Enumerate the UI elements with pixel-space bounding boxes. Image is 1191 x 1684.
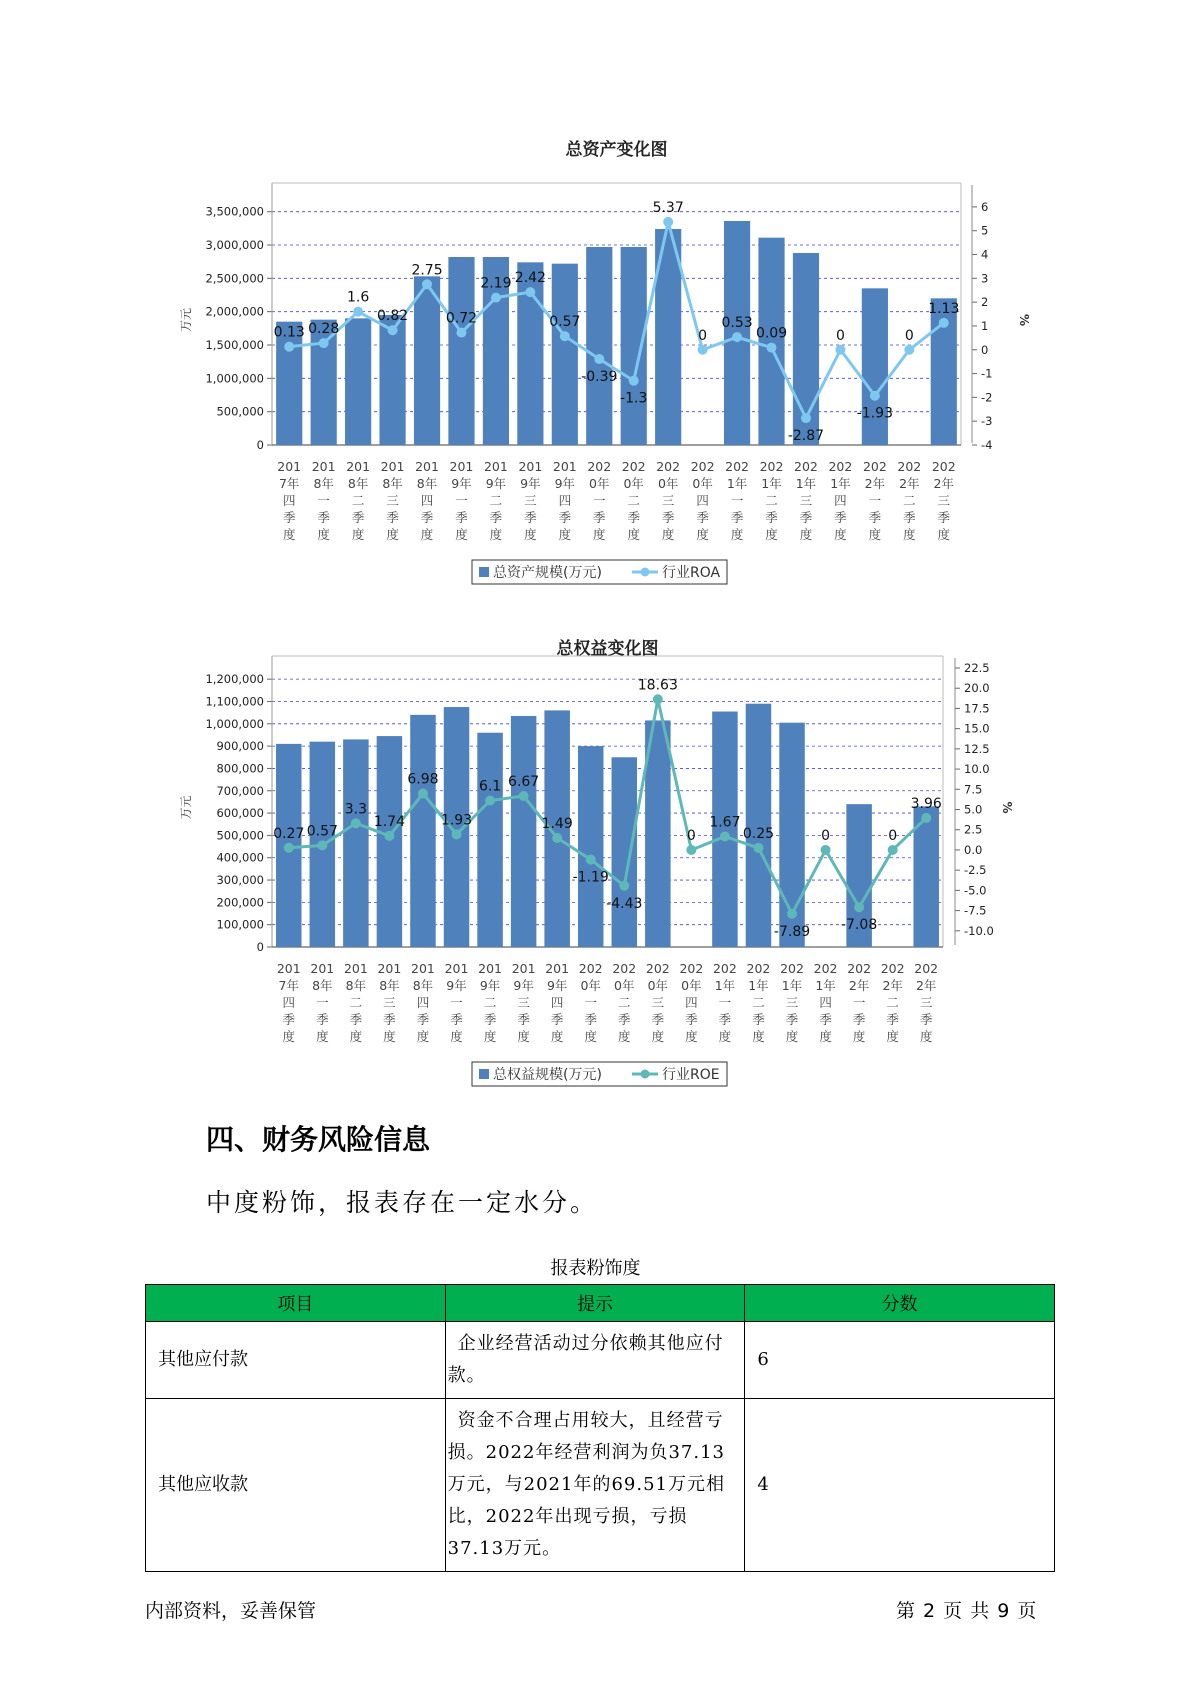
x-tick-label: 202 1年三季度 [780,961,804,1044]
ratio-point [485,796,495,806]
ratio-point [888,845,898,855]
x-tick-label: 202 2年三季度 [931,459,956,542]
total-equity-chart [0,630,1191,1100]
x-tick-label: 202 0年一季度 [587,459,612,542]
data-label: 1.49 [541,815,573,832]
row-item: 其他应付款 [146,1322,446,1399]
ratio-point [939,318,949,328]
data-label: 6.67 [508,774,540,791]
ratio-point [422,279,432,289]
ratio-point [921,813,931,823]
ratio-point [835,345,845,355]
y2-tick-label: 10.0 [964,762,990,777]
data-label: 1.6 [346,289,370,306]
ratio-point [317,840,327,850]
y2-tick-label: 7.5 [964,782,983,797]
table-header-row [146,1285,1055,1322]
y-tick-label: 0 [256,940,264,954]
x-tick-label: 201 8年一季度 [311,459,336,542]
data-label: 2.75 [411,262,443,279]
y-tick-label: 3,500,000 [205,204,264,219]
legend-line-marker [641,1070,650,1079]
data-label: 0.72 [445,310,478,327]
x-tick-label: 202 1年四季度 [813,961,838,1044]
legend-bar-label: 总权益规模(万元) [493,1067,602,1083]
x-tick-label: 202 0年四季度 [679,961,704,1044]
legend-line-label: 行业ROA [662,565,721,581]
bar [410,715,435,947]
ratio-point [904,345,914,355]
data-label: 0.13 [273,324,305,341]
data-label: 6.98 [407,771,439,788]
x-tick-label: 202 0年三季度 [645,961,670,1044]
ratio-point [319,338,329,348]
y2-tick-label: 5.0 [964,802,983,817]
row-score: 6 [745,1322,1055,1399]
x-tick-label: 201 9年三季度 [518,459,543,542]
legend-bar-label: 总资产规模(万元) [493,565,602,581]
data-label: -1.93 [856,405,893,422]
x-tick-label: 202 1年一季度 [712,961,737,1044]
bar [448,257,474,445]
bar [377,736,402,947]
y2-tick-label: -7.5 [964,903,987,918]
data-label: 0.28 [308,321,340,338]
x-tick-label: 201 8年二季度 [346,459,371,542]
y-tick-label: 500,000 [216,404,264,419]
x-tick-label: 202 0年二季度 [621,459,646,542]
bar [345,318,371,445]
y-tick-label: 1,500,000 [205,338,264,352]
row-item: 其他应收款 [146,1399,446,1572]
x-tick-label: 201 8年二季度 [343,961,368,1044]
column-header-hint: 提示 [445,1285,745,1322]
y2-tick-label: -5.0 [964,883,987,898]
y2-tick-label: 22.5 [964,661,990,675]
y2-tick-label: 0 [981,342,989,357]
y2-tick-label: -4 [981,438,993,452]
bar [578,746,603,947]
data-label: 0.09 [755,325,788,342]
x-tick-label: 201 9年二季度 [478,961,503,1044]
y2-tick-label: 5 [981,223,989,238]
x-tick-label: 202 2年三季度 [914,961,939,1044]
ratio-point [351,818,361,828]
x-tick-label: 202 1年一季度 [725,459,750,542]
x-tick-label: 202 2年二季度 [897,459,922,542]
ratio-point [870,391,880,401]
bar [621,247,647,445]
data-label: 1.67 [709,814,741,831]
data-label: 0.57 [549,314,581,331]
data-label: 18.63 [637,677,678,694]
ratio-point [284,843,294,853]
data-label: 0.25 [742,825,775,842]
bar [343,739,368,947]
data-label: 2.19 [480,275,512,292]
x-tick-label: 201 9年一季度 [449,459,474,542]
bar [477,733,502,947]
y2-tick-label: 15.0 [964,721,990,736]
legend-bar-swatch [479,1069,489,1079]
table-row [146,1399,1055,1572]
x-tick-label: 201 9年四季度 [545,961,570,1044]
x-tick-label: 201 8年三季度 [377,961,402,1044]
bar [552,264,578,445]
y2-tick-label: -2.5 [964,863,987,878]
data-label: -1.19 [572,869,609,886]
column-header-item: 项目 [146,1285,446,1322]
x-tick-label: 201 9年一季度 [444,961,469,1044]
ratio-point [686,845,696,855]
x-tick-label: 201 8年三季度 [380,459,405,542]
x-tick-label: 202 1年四季度 [828,459,853,542]
data-label: 0 [686,827,696,844]
ratio-point [586,855,596,865]
ratio-point [456,328,466,338]
x-tick-label: 201 7年四季度 [276,961,301,1044]
y-tick-label: 3,000,000 [205,238,264,252]
y2-tick-label: 20.0 [964,681,990,696]
data-label: 0.82 [376,308,409,325]
data-label: 0.53 [721,315,753,332]
ratio-point [353,307,363,317]
y-tick-label: 600,000 [216,806,264,821]
y2-tick-label: 6 [981,199,989,214]
ratio-point [619,881,629,891]
x-tick-label: 202 1年三季度 [794,459,818,542]
chart-title: 总资产变化图 [565,140,668,160]
data-label: 0.27 [273,825,305,842]
total-assets-chart [0,130,1191,590]
ratio-point [491,293,501,303]
ratio-point [732,332,742,342]
y-tick-label: 2,500,000 [205,271,264,286]
ratio-point [418,789,428,799]
y2-tick-label: 2 [981,295,989,310]
y-axis-title: 万元 [179,795,193,820]
y2-tick-label: -3 [981,414,993,429]
y2-tick-label: 1 [981,318,989,333]
x-tick-label: 201 8年四季度 [415,459,439,542]
data-label: -0.39 [581,369,618,386]
y2-tick-label: 0.0 [964,842,983,857]
bar [612,757,637,947]
footer-confidential-note: 内部资料，妥善保管 [145,1600,317,1622]
data-label: 1.74 [373,813,406,830]
data-label: 0 [904,327,914,344]
data-label: 0.57 [306,823,338,840]
legend-line-label: 行业ROE [662,1067,720,1083]
ratio-point [452,829,462,839]
data-label: 1.93 [440,812,473,829]
y-tick-label: 1,200,000 [205,672,264,687]
data-label: 0 [698,327,708,344]
data-label: -1.3 [620,390,648,407]
x-tick-label: 202 0年三季度 [656,459,681,542]
x-tick-label: 202 1年二季度 [759,459,784,542]
column-header-score: 分数 [745,1285,1055,1322]
y-tick-label: 0 [256,438,264,452]
x-tick-label: 201 9年四季度 [552,459,577,542]
ratio-point [821,845,831,855]
data-label: 0 [821,827,831,844]
ratio-point [767,343,777,353]
bar [511,716,536,947]
row-hint: 企业经营活动过分依赖其他应付款。 [445,1322,745,1399]
risk-table [145,1284,1055,1572]
section-heading: 四、财务风险信息 [206,1123,431,1156]
y-tick-label: 1,000,000 [205,716,264,731]
ratio-point [388,325,398,335]
legend-line-marker [641,568,650,577]
ratio-point [594,354,604,364]
risk-summary: 中度粉饰，报表存在一定水分。 [206,1188,599,1217]
data-label: -4.43 [606,895,643,912]
y-tick-label: 700,000 [216,783,264,798]
y2-tick-label: 4 [981,247,989,262]
x-tick-label: 202 0年一季度 [578,961,603,1044]
row-score: 4 [745,1399,1055,1572]
data-label: 3.3 [344,801,368,818]
bar [586,247,612,445]
ratio-point [525,287,535,297]
ratio-point [284,342,294,352]
x-tick-label: 202 2年一季度 [862,459,887,542]
ratio-point [629,376,639,386]
ratio-point [854,902,864,912]
y-tick-label: 500,000 [216,828,264,843]
ratio-point [519,791,529,801]
ratio-point [384,831,394,841]
table-caption: 报表粉饰度 [550,1258,641,1279]
y2-tick-label: 3 [981,271,989,286]
data-label: 5.37 [652,199,684,216]
y-tick-label: 2,000,000 [205,304,264,319]
data-label: 3.96 [910,795,942,812]
y-tick-label: 900,000 [216,739,264,754]
y-tick-label: 100,000 [216,917,264,932]
x-tick-label: 201 9年二季度 [483,459,508,542]
x-tick-label: 202 0年四季度 [690,459,715,542]
data-label: 1.13 [928,300,960,317]
y2-tick-label: -2 [981,390,993,405]
legend-bar-swatch [479,567,489,577]
y2-axis-title: % [1017,313,1031,327]
x-tick-label: 201 8年一季度 [310,961,335,1044]
ratio-point [801,413,811,423]
bar [414,276,440,445]
y-tick-label: 200,000 [216,895,264,910]
y-tick-label: 400,000 [216,850,264,865]
ratio-point [720,831,730,841]
y-axis-title: 万元 [179,307,193,333]
y-tick-label: 800,000 [216,761,264,776]
data-label: -2.87 [787,428,825,445]
total-equity-chart-svg [0,630,1191,1100]
ratio-point [753,843,763,853]
x-tick-label: 201 8年四季度 [411,961,435,1044]
y2-axis-title: % [1000,801,1014,814]
x-tick-label: 202 2年一季度 [847,961,872,1044]
y-tick-label: 300,000 [216,873,264,888]
ratio-point [698,345,708,355]
y2-tick-label: -1 [981,366,993,381]
data-label: -7.89 [773,923,811,940]
chart-title: 总权益变化图 [556,639,659,659]
data-label: 0 [888,827,898,844]
footer-page-number: 第 2 页 共 9 页 [896,1600,1038,1622]
table-row [146,1322,1055,1399]
ratio-point [552,833,562,843]
x-tick-label: 202 2年二季度 [880,961,905,1044]
ratio-point [560,331,570,341]
data-label: 2.42 [514,270,546,287]
x-tick-label: 201 9年三季度 [511,961,536,1044]
y2-tick-label: -10.0 [964,923,994,938]
y-tick-label: 1,100,000 [205,694,264,709]
y2-tick-label: 17.5 [964,701,990,716]
ratio-point [787,909,797,919]
y-tick-label: 1,000,000 [205,371,264,386]
ratio-point [653,694,663,704]
ratio-point [663,217,673,227]
total-assets-chart-svg [0,130,1191,590]
data-label: 0 [835,327,845,344]
x-tick-label: 202 0年二季度 [612,961,637,1044]
data-label: 6.1 [478,778,502,795]
x-tick-label: 201 7年四季度 [277,459,302,542]
y2-tick-label: 12.5 [964,741,990,756]
row-hint: 资金不合理占用较大，且经营亏损。2022年经营利润为负37.13万元，与2021年的69.51万元相比，2022年出现亏损，亏损37.13万元。 [445,1399,745,1572]
data-label: -7.08 [841,917,878,934]
x-tick-label: 202 1年二季度 [746,961,771,1044]
y2-tick-label: 2.5 [964,822,983,837]
